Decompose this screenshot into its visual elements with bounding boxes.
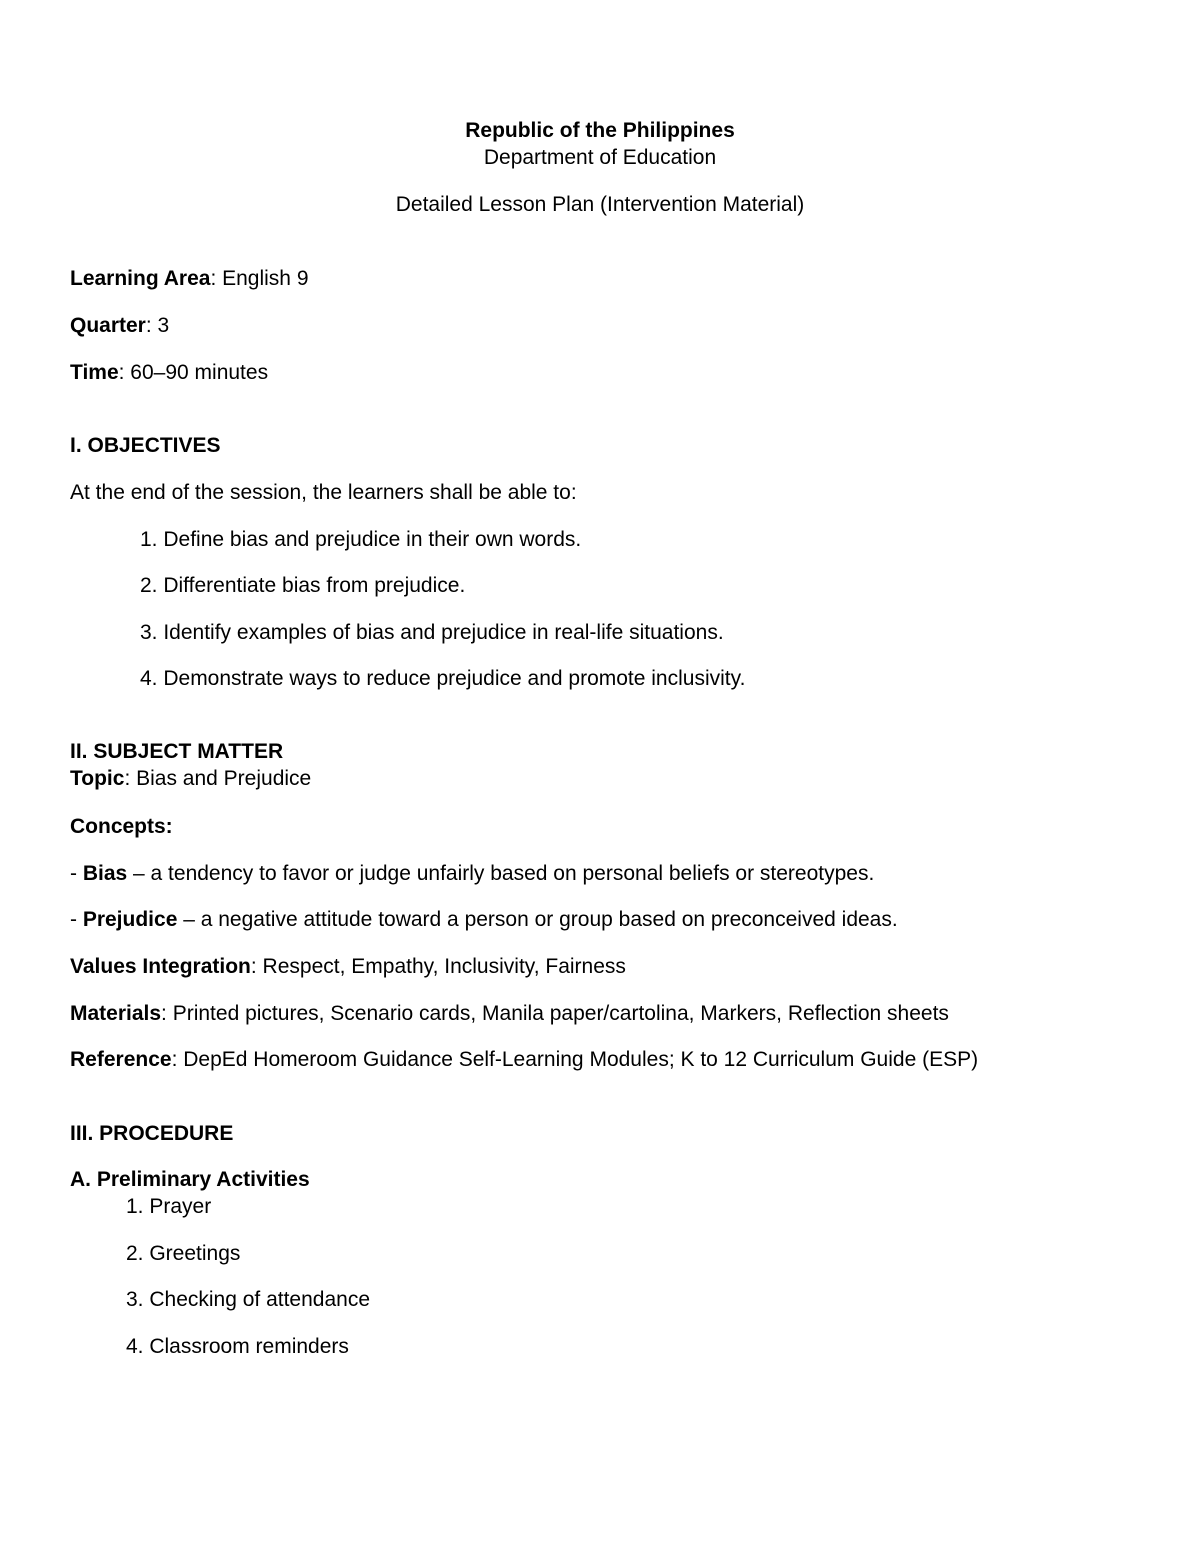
learning-area-value: : English 9 bbox=[210, 267, 309, 290]
procedure-heading: III. PROCEDURE bbox=[70, 1122, 234, 1145]
learning-area-line bbox=[70, 266, 309, 292]
reference-label: Reference bbox=[70, 1048, 172, 1071]
procedure-item: 4. Classroom reminders bbox=[126, 1335, 349, 1358]
procedure-item: 3. Checking of attendance bbox=[126, 1288, 371, 1311]
learning-area-label: Learning Area bbox=[70, 267, 211, 290]
concept-definition: – a tendency to favor or judge unfairly based on personal beliefs or stereotypes. bbox=[127, 862, 875, 885]
plan-title: Detailed Lesson Plan (Intervention Material) bbox=[395, 193, 805, 216]
time-value: : 60–90 minutes bbox=[118, 361, 269, 384]
concept-prefix: - bbox=[70, 862, 83, 885]
department-heading: Department of Education bbox=[483, 146, 717, 169]
reference-line bbox=[70, 1047, 978, 1073]
materials-label: Materials bbox=[70, 1002, 162, 1025]
objective-item: 4. Demonstrate ways to reduce prejudice and promote inclusivity. bbox=[140, 667, 746, 690]
subject-matter-heading: II. SUBJECT MATTER bbox=[70, 740, 284, 763]
concepts-label: Concepts: bbox=[70, 815, 173, 838]
time-line bbox=[70, 360, 268, 386]
topic-line bbox=[70, 766, 311, 792]
quarter-value: : 3 bbox=[145, 314, 170, 337]
concept-prejudice-line bbox=[70, 907, 898, 933]
materials-value: : Printed pictures, Scenario cards, Manila paper/cartolina, Markers, Reflection sheets bbox=[161, 1002, 949, 1025]
concept-term: Prejudice bbox=[82, 908, 178, 931]
concept-term: Bias bbox=[82, 862, 128, 885]
procedure-item: 1. Prayer bbox=[126, 1195, 212, 1218]
time-label: Time bbox=[70, 361, 119, 384]
objectives-intro: At the end of the session, the learners shall be able to: bbox=[70, 481, 577, 504]
reference-value: : DepEd Homeroom Guidance Self-Learning Modules; K to 12 Curriculum Guide (ESP) bbox=[171, 1048, 979, 1071]
objective-item: 1. Define bias and prejudice in their own words. bbox=[140, 528, 582, 551]
quarter-label: Quarter bbox=[70, 314, 146, 337]
concept-prefix: - bbox=[70, 908, 83, 931]
values-value: : Respect, Empathy, Inclusivity, Fairness bbox=[250, 955, 626, 978]
objectives-heading: I. OBJECTIVES bbox=[70, 434, 221, 457]
topic-value: : Bias and Prejudice bbox=[124, 767, 312, 790]
preliminary-activities-heading: A. Preliminary Activities bbox=[70, 1168, 310, 1191]
republic-heading: Republic of the Philippines bbox=[465, 119, 735, 142]
procedure-item: 2. Greetings bbox=[126, 1242, 241, 1265]
concept-bias-line bbox=[70, 861, 874, 887]
topic-label: Topic bbox=[70, 767, 125, 790]
concept-definition: – a negative attitude toward a person or group based on preconceived ideas. bbox=[177, 908, 898, 931]
objective-item: 3. Identify examples of bias and prejudice in real-life situations. bbox=[140, 621, 724, 644]
quarter-line bbox=[70, 313, 169, 339]
materials-line bbox=[70, 1001, 949, 1027]
values-label: Values Integration bbox=[70, 955, 251, 978]
values-line bbox=[70, 954, 626, 980]
objective-item: 2. Differentiate bias from prejudice. bbox=[140, 574, 466, 597]
